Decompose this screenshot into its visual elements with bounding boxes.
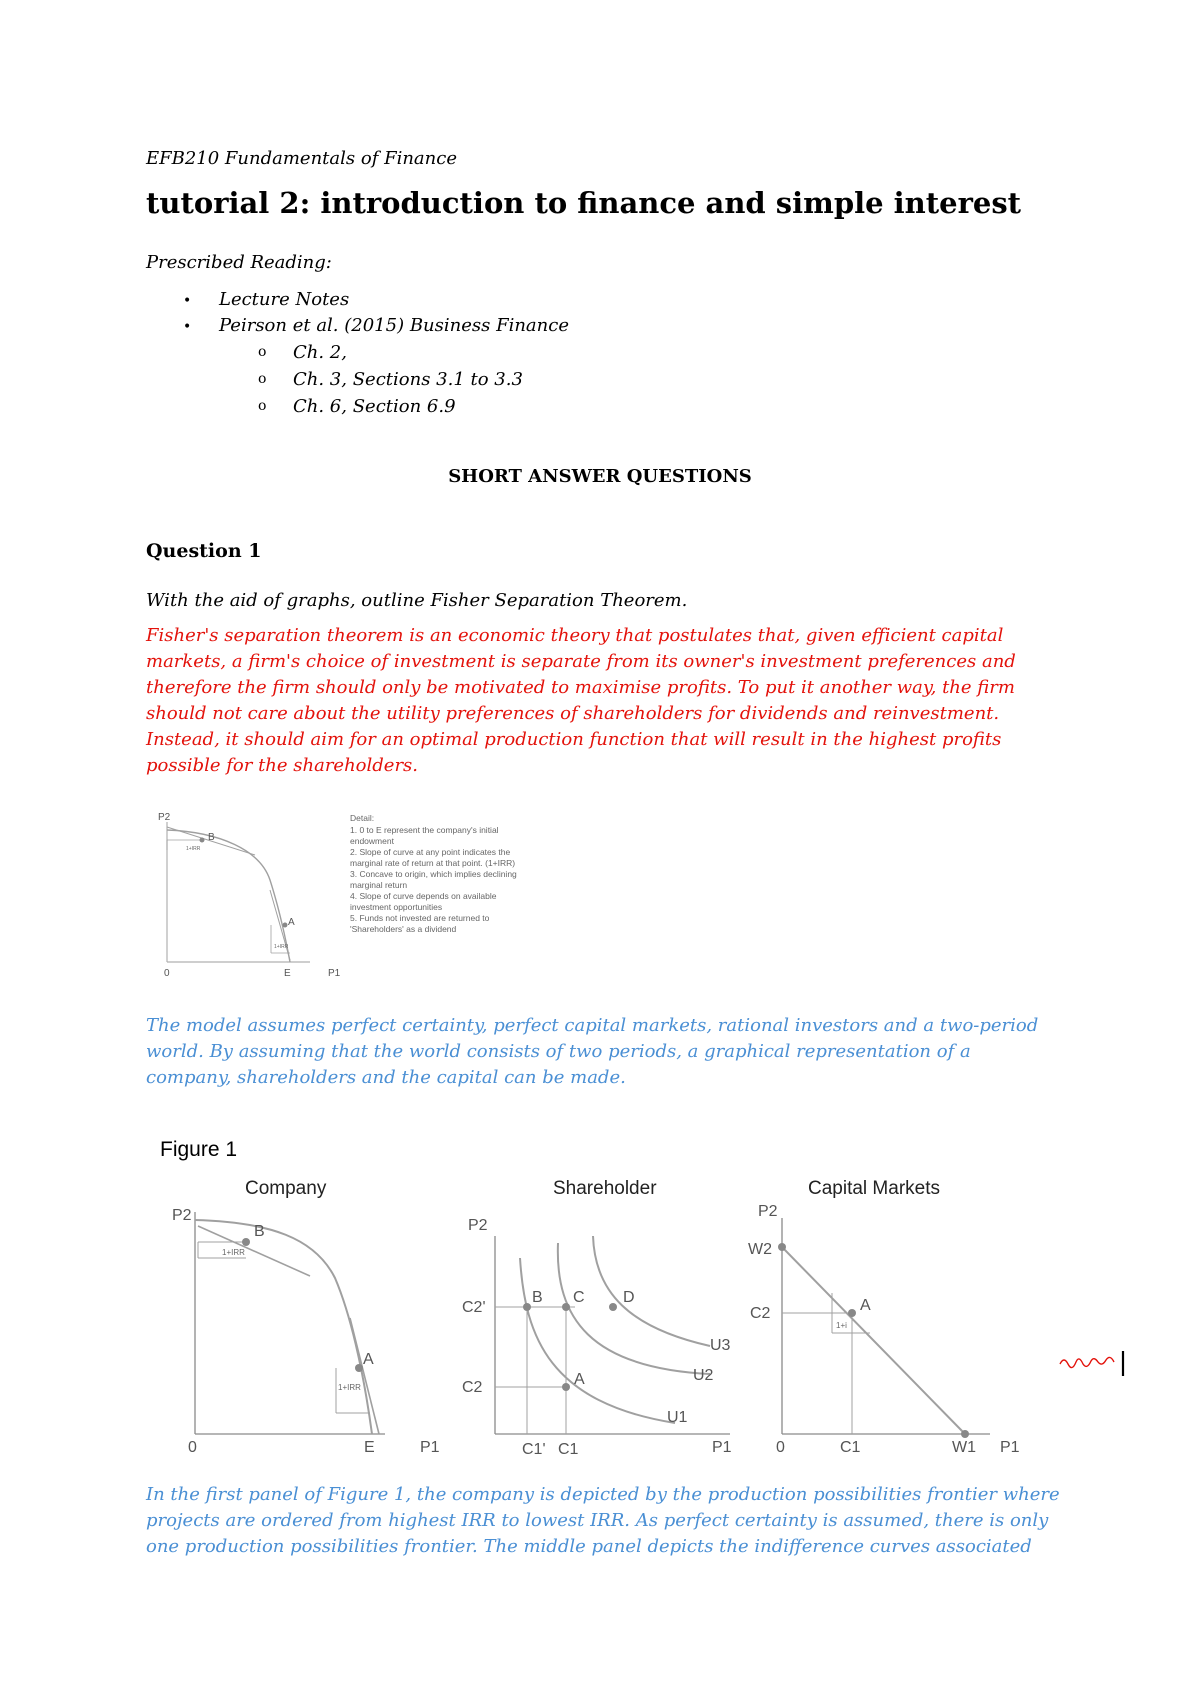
reading-subitem: Ch. 6, Section 6.9	[293, 396, 456, 417]
shareholder-d-label: D	[623, 1289, 635, 1306]
shareholder-point-b	[523, 1303, 531, 1311]
reading-subitem: Ch. 3, Sections 3.1 to 3.3	[293, 369, 523, 390]
company-origin-label: 0	[188, 1439, 197, 1456]
handwritten-mark-icon	[1058, 1348, 1128, 1378]
figure-caption: Figure 1	[160, 1138, 238, 1161]
panel-line: In the first panel of Figure 1, the company is depicted by the production possibilities frontier where	[146, 1484, 1060, 1505]
answer-line: therefore the firm should only be motivated to maximise profits. To put it another way, the firm	[146, 677, 1015, 698]
shareholder-c1-label: C1	[558, 1441, 579, 1458]
bullet-icon: •	[183, 293, 192, 309]
small-origin-label: 0	[164, 968, 170, 979]
prescribed-reading-label: Prescribed Reading:	[146, 252, 332, 273]
capital-a-label: A	[860, 1297, 871, 1314]
small-e-label: E	[284, 968, 291, 979]
shareholder-point-d	[609, 1303, 617, 1311]
company-panel	[172, 1178, 440, 1456]
panel-line: projects are ordered from highest IRR to lowest IRR. As perfect certainty is assumed, there is only	[146, 1510, 1049, 1531]
small-detail-line: 'Shareholders' as a dividend	[350, 924, 457, 934]
question-prompt: With the aid of graphs, outline Fisher Separation Theorem.	[146, 590, 688, 611]
capital-point-w2	[778, 1243, 786, 1251]
capital-p2-label: P2	[758, 1203, 778, 1220]
figure1-panels	[150, 1168, 1090, 1458]
small-a-label: A	[288, 917, 295, 928]
shareholder-point-a	[562, 1383, 570, 1391]
small-detail-list	[350, 813, 517, 934]
model-line: The model assumes perfect certainty, perfect capital markets, rational investors and a two-period	[146, 1015, 1039, 1036]
small-detail-line: marginal return	[350, 880, 408, 890]
capital-one-i-label: 1+i	[836, 1321, 847, 1330]
capital-point-a	[848, 1309, 856, 1317]
section-heading: SHORT ANSWER QUESTIONS	[448, 466, 752, 487]
company-tangent-a	[350, 1318, 379, 1434]
answer-line: possible for the shareholders.	[146, 755, 419, 776]
model-line: world. By assuming that the world consists of two periods, a graphical representation of a	[146, 1041, 971, 1062]
shareholder-c2p-label: C2'	[462, 1299, 486, 1316]
shareholder-panel	[462, 1178, 732, 1458]
company-irr-a-label: 1+IRR	[338, 1383, 361, 1392]
panel-line: one production possibilities frontier. The middle panel depicts the indifference curves associated	[146, 1536, 1032, 1557]
u3-curve	[593, 1236, 710, 1346]
small-b-label: B	[208, 832, 215, 843]
capital-title: Capital Markets	[808, 1178, 940, 1199]
company-a-label: A	[363, 1351, 374, 1368]
company-b-label: B	[254, 1223, 265, 1240]
shareholder-point-c	[562, 1303, 570, 1311]
reading-item: Peirson et al. (2015) Business Finance	[219, 315, 569, 336]
sub-bullet-icon: o	[258, 398, 267, 414]
page-title: tutorial 2: introduction to finance and simple interest	[146, 186, 1022, 220]
sub-bullet-icon: o	[258, 371, 267, 387]
company-irr-b-label: 1+IRR	[222, 1248, 245, 1257]
shareholder-title: Shareholder	[553, 1178, 657, 1199]
company-p2-label: P2	[172, 1207, 192, 1224]
panel-paragraph	[146, 1482, 1076, 1560]
small-frontier-graph	[150, 810, 570, 985]
answer-paragraph	[146, 623, 1076, 779]
shareholder-c-label: C	[573, 1289, 585, 1306]
small-detail-line: 1. 0 to E represent the company's initial	[350, 825, 499, 835]
company-e-label: E	[364, 1439, 375, 1456]
company-point-a	[355, 1364, 363, 1372]
u1-curve	[520, 1258, 675, 1423]
capital-p1-label: P1	[1000, 1439, 1020, 1456]
u3-label: U3	[710, 1337, 731, 1354]
small-p2-label: P2	[158, 812, 171, 823]
bullet-icon: •	[183, 319, 192, 335]
capital-point-w1	[961, 1430, 969, 1438]
sub-bullet-icon: o	[258, 344, 267, 360]
small-irr-b-label: 1+IRR	[186, 846, 201, 852]
small-detail-line: 4. Slope of curve depends on available	[350, 891, 497, 901]
answer-line: markets, a firm's choice of investment is separate from its owner's investment preferences and	[146, 651, 1016, 672]
shareholder-p1-label: P1	[712, 1439, 732, 1456]
small-detail-line: 5. Funds not invested are returned to	[350, 913, 490, 923]
capital-c1-label: C1	[840, 1439, 861, 1456]
answer-line: Fisher's separation theorem is an economic theory that postulates that, given efficient capital	[146, 625, 1004, 646]
capital-market-line	[782, 1247, 965, 1434]
small-irr-a-label: 1+IRR	[274, 944, 289, 950]
capital-w2-label: W2	[748, 1241, 772, 1258]
shareholder-c2-label: C2	[462, 1379, 483, 1396]
shareholder-c1p-label: C1'	[522, 1441, 546, 1458]
small-point-b	[200, 838, 205, 843]
company-title: Company	[245, 1178, 327, 1199]
capital-c2-label: C2	[750, 1305, 771, 1322]
answer-line: should not care about the utility preferences of shareholders for dividends and reinvestment.	[146, 703, 1000, 724]
reading-subitem: Ch. 2,	[293, 342, 347, 363]
course-name: EFB210 Fundamentals of Finance	[146, 148, 457, 169]
u2-curve	[558, 1243, 710, 1374]
reading-item: Lecture Notes	[219, 289, 350, 310]
small-detail-title: Detail:	[350, 813, 375, 823]
company-point-b	[242, 1238, 250, 1246]
company-p1-label: P1	[420, 1439, 440, 1456]
u2-label: U2	[693, 1367, 714, 1384]
shareholder-b-label: B	[532, 1289, 543, 1306]
capital-origin-label: 0	[776, 1439, 785, 1456]
small-detail-line: endowment	[350, 836, 394, 846]
small-point-a	[283, 923, 288, 928]
u1-label: U1	[667, 1409, 688, 1426]
model-paragraph	[146, 1013, 1076, 1091]
shareholder-p2-label: P2	[468, 1217, 488, 1234]
small-detail-line: marginal rate of return at that point. (1+IRR)	[350, 858, 516, 868]
capital-markets-panel	[748, 1178, 1020, 1456]
question-heading: Question 1	[146, 540, 262, 562]
small-detail-line: 2. Slope of curve at any point indicates the	[350, 847, 511, 857]
small-detail-line: 3. Concave to origin, which implies declining	[350, 869, 517, 879]
capital-w1-label: W1	[952, 1439, 976, 1456]
small-detail-line: investment opportunities	[350, 902, 443, 912]
small-p1-label: P1	[328, 968, 341, 979]
answer-line: Instead, it should aim for an optimal production function that will result in the highest profits	[146, 729, 1002, 750]
shareholder-a-label: A	[574, 1371, 585, 1388]
model-line: company, shareholders and the capital can be made.	[146, 1067, 626, 1088]
